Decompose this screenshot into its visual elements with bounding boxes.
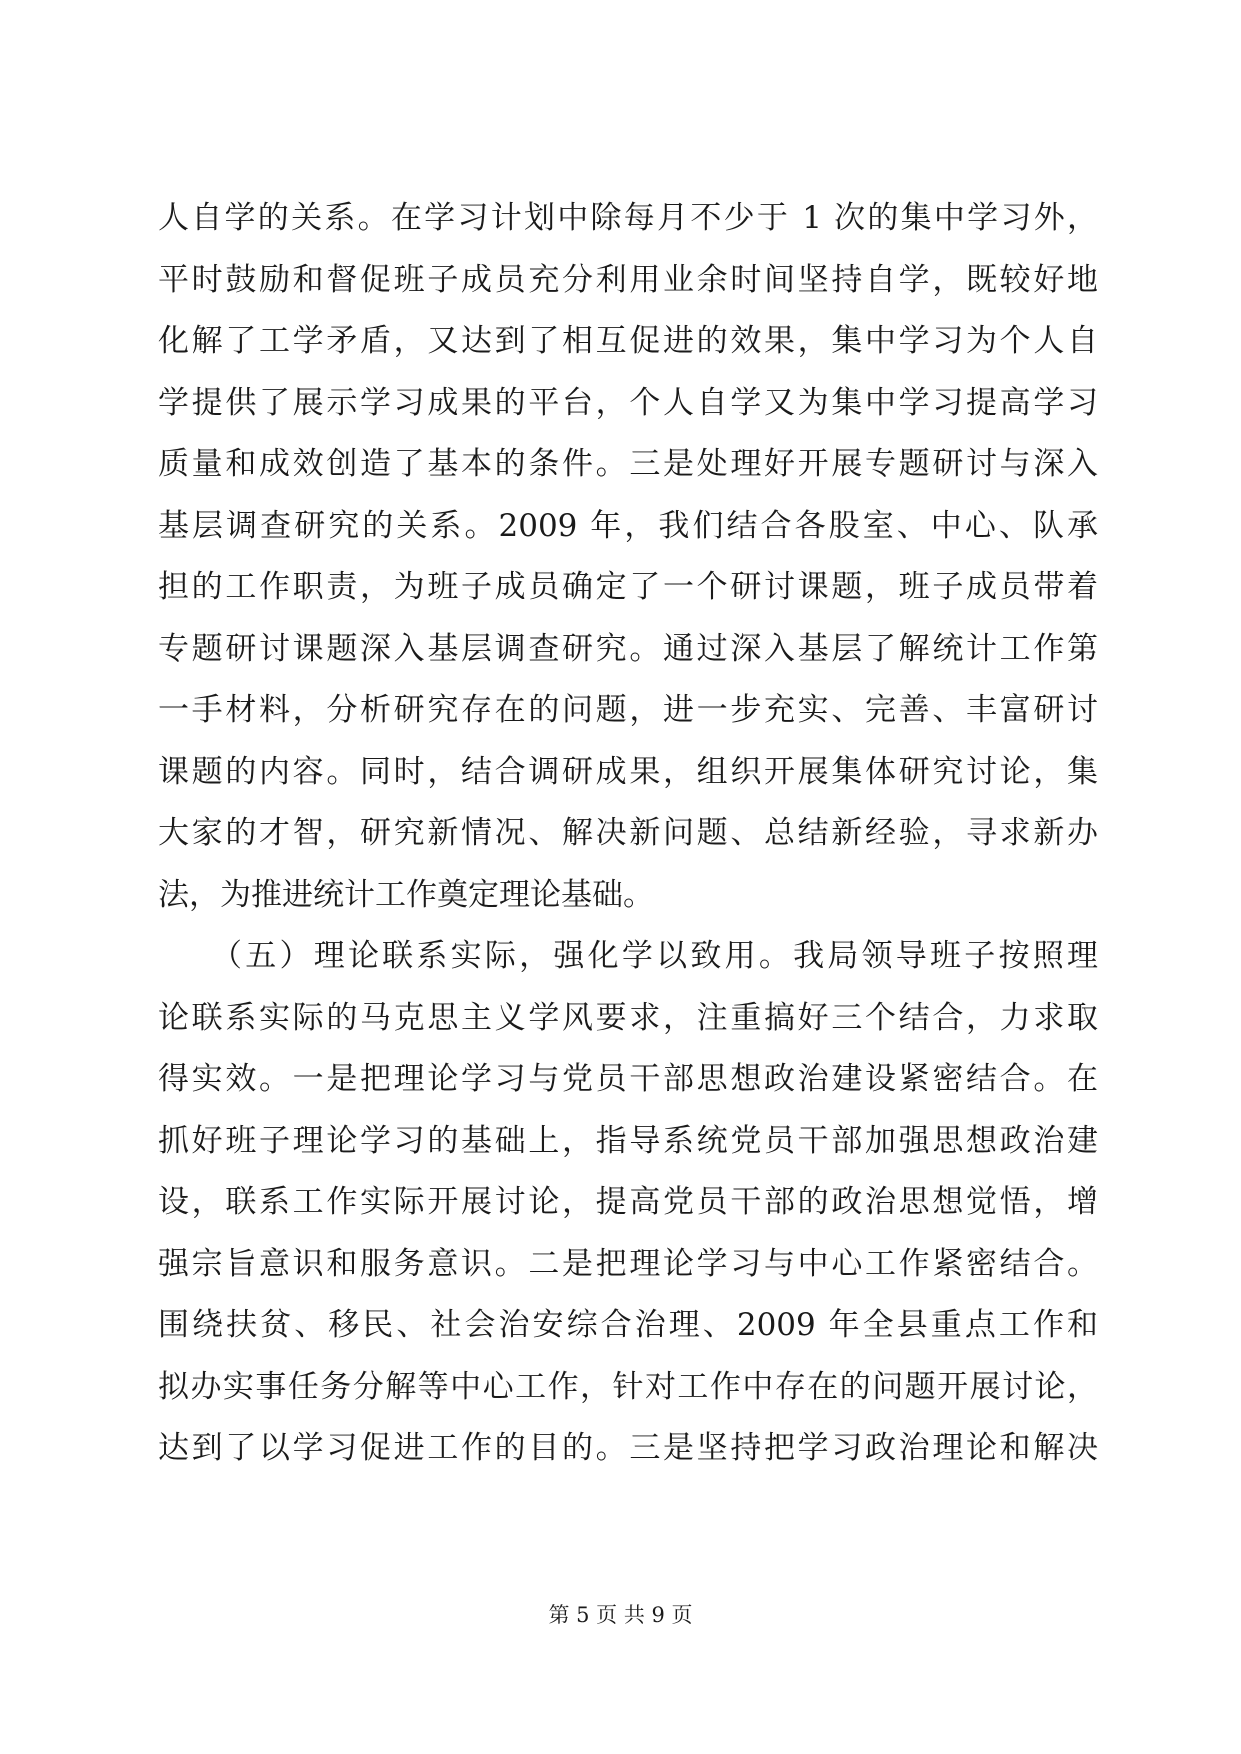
text-line: 基层调查研究的关系。2009 年，我们结合各股室、中心、队承 — [158, 507, 1098, 544]
page-number-label: 第 5 页 共 9 页 — [548, 1603, 693, 1627]
text-line: 学提供了展示学习成果的平台，个人自学又为集中学习提高学习 — [158, 384, 1098, 421]
text-line: 论联系实际的马克思主义学风要求，注重搞好三个结合，力求取 — [158, 999, 1098, 1036]
text-line: 一手材料，分析研究存在的问题，进一步充实、完善、丰富研讨 — [158, 692, 1098, 728]
text-line: 平时鼓励和督促班子成员充分利用业余时间坚持自学，既较好地 — [158, 261, 1098, 298]
page-footer — [0, 1600, 1241, 1630]
text-line: 围绕扶贫、移民、社会治安综合治理、2009 年全县重点工作和 — [158, 1307, 1098, 1343]
text-line: 质量和成效创造了基本的条件。三是处理好开展专题研讨与深入 — [158, 446, 1098, 482]
text-line: 拟办实事任务分解等中心工作，针对工作中存在的问题开展讨论， — [158, 1368, 1098, 1405]
body-text — [158, 188, 1098, 1480]
text-line: 达到了以学习促进工作的目的。三是坚持把学习政治理论和解决 — [158, 1430, 1098, 1466]
text-line: 化解了工学矛盾，又达到了相互促进的效果，集中学习为个人自 — [158, 323, 1098, 359]
text-line: 强宗旨意识和服务意识。二是把理论学习与中心工作紧密结合。 — [158, 1245, 1098, 1282]
text-line: 课题的内容。同时，结合调研成果，组织开展集体研究讨论，集 — [158, 753, 1098, 790]
text-line: 人自学的关系。在学习计划中除每月不少于 1 次的集中学习外， — [158, 200, 1098, 236]
text-line: 法，为推进统计工作奠定理论基础。 — [158, 876, 654, 913]
text-line: 担的工作职责，为班子成员确定了一个研讨课题，班子成员带着 — [158, 569, 1098, 605]
text-line: 抓好班子理论学习的基础上，指导系统党员干部加强思想政治建 — [158, 1122, 1098, 1159]
text-line: 大家的才智，研究新情况、解决新问题、总结新经验，寻求新办 — [158, 815, 1098, 851]
text-line: 专题研讨课题深入基层调查研究。通过深入基层了解统计工作第 — [158, 630, 1098, 667]
text-line: 得实效。一是把理论学习与党员干部思想政治建设紧密结合。在 — [158, 1061, 1098, 1097]
text-line: 设，联系工作实际开展讨论，提高党员干部的政治思想觉悟，增 — [158, 1184, 1098, 1220]
text-line: （五）理论联系实际，强化学以致用。我局领导班子按照理 — [158, 938, 1098, 974]
